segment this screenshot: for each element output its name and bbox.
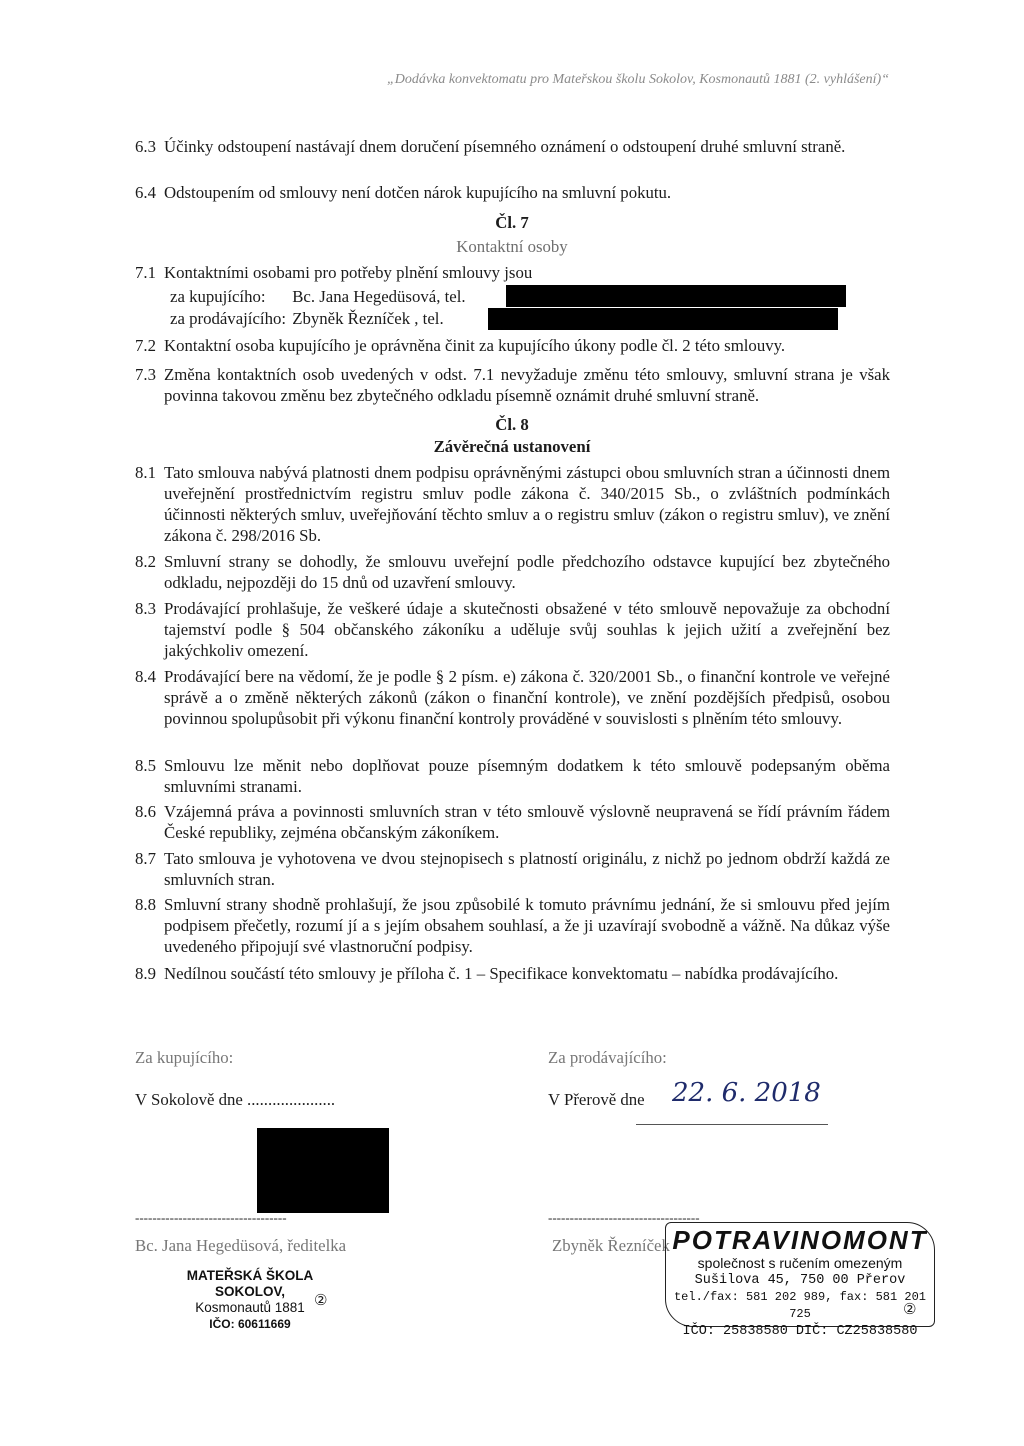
stamp-line: MATEŘSKÁ ŠKOLA bbox=[186, 1268, 314, 1283]
buyer-name: Bc. Jana Hegedüsová, ředitelka bbox=[135, 1236, 347, 1255]
paragraph-6-4 bbox=[135, 182, 890, 203]
stamp-line: Sušilova 45, 750 00 Přerov bbox=[694, 1273, 906, 1288]
paragraph-number: 8.1 bbox=[135, 463, 156, 482]
paragraph-number: 7.2 bbox=[135, 336, 156, 355]
stamp-line: tel./fax: 581 202 989, fax: 581 201 725 bbox=[673, 1290, 927, 1321]
contact-buyer bbox=[170, 286, 466, 307]
contact-person: Bc. Jana Hegedüsová, tel. bbox=[292, 287, 466, 306]
paragraph-number: 8.4 bbox=[135, 667, 156, 686]
paragraph-8-5 bbox=[135, 755, 890, 797]
stamp-line: IČO: 25838580 DIČ: CZ25838580 bbox=[682, 1324, 918, 1339]
paragraph-text: Smluvní strany se dohodly, že smlouvu uveřejní podle předchozího odstavce kupující bez zbytečného odkladu, nejpozději do 15 dnů od uzavření smlouvy. bbox=[164, 552, 890, 592]
paragraph-text: Tato smlouva je vyhotovena ve dvou stejnopisech s platností originálu, z nichž po jednom obdrží každá ze smluvních stran. bbox=[164, 849, 890, 889]
paragraph-8-2 bbox=[135, 551, 890, 593]
paragraph-text: Vzájemná práva a povinnosti smluvních stran v této smlouvě výslovně neupravená se řídí právním řádem České republiky, zejména občanským zákoníkem. bbox=[164, 802, 890, 842]
seller-dash-line: ----------------------------------- bbox=[548, 1210, 700, 1225]
paragraph-number: 8.3 bbox=[135, 599, 156, 618]
paragraph-8-1 bbox=[135, 462, 890, 546]
stamp-brand: POTRAVINOMONT bbox=[672, 1225, 928, 1255]
paragraph-number: 6.4 bbox=[135, 183, 156, 202]
paragraph-number: 6.3 bbox=[135, 137, 156, 156]
seller-date-handwritten: 22. 6. 2018 bbox=[672, 1078, 821, 1108]
paragraph-number: 8.7 bbox=[135, 849, 156, 868]
contact-seller bbox=[170, 308, 444, 329]
paragraph-7-2 bbox=[135, 335, 890, 356]
stamp-mark: ② bbox=[903, 1300, 917, 1318]
paragraph-text: Prodávající bere na vědomí, že je podle § 2 písm. e) zákona č. 320/2001 Sb., o finanční kontrole ve veřejné správě a o změně některých zákonů (zákon o finanční kontrole), ve znění pozdějších předpisů, osobou povinnou spolupůsobit při výkonu finanční kontroly prováděné v souvislosti s plněním této smlouvy. bbox=[164, 667, 890, 728]
contact-role: za prodávajícího: bbox=[170, 309, 287, 328]
paragraph-8-7 bbox=[135, 848, 890, 890]
article-8-number: Čl. 8 bbox=[495, 415, 529, 434]
paragraph-text: Tato smlouva nabývá platnosti dnem podpisu oprávněnými zástupci obou smluvních stran a účinnosti dnem uveřejnění prostřednictvím registru smluv podle zákona č. 340/2015 Sb., o zvláštních podmínkách účinnosti některých smluv, uveřejňování těchto smluv a o registru smluv (zákon o registru smluv), ve znění zákona č. 298/2016 Sb. bbox=[164, 463, 890, 545]
paragraph-8-3 bbox=[135, 598, 890, 661]
paragraph-8-4 bbox=[135, 666, 890, 729]
buyer-place-date: V Sokolově dne ..................... bbox=[135, 1090, 336, 1109]
document-header: „Dodávka konvektomatu pro Mateřskou školu Sokolov, Kosmonautů 1881 (2. vyhlášení)“ bbox=[387, 72, 889, 87]
paragraph-number: 8.8 bbox=[135, 895, 156, 914]
article-8-title: Závěrečná ustanovení bbox=[433, 437, 591, 456]
buyer-stamp bbox=[175, 1268, 328, 1332]
seller-stamp bbox=[665, 1222, 935, 1339]
paragraph-text: Smluvní strany shodně prohlašují, že jsou způsobilé k tomuto právnímu jednání, že si smlouvu před jejím podpisem přečetly, rozumí jí a s jejím obsahem souhlasí, a že ji uzavírají svobodně a vážně. Na důkaz výše uvedeného připojují své vlastnoruční podpisy. bbox=[164, 895, 890, 956]
paragraph-7-3 bbox=[135, 364, 890, 406]
paragraph-6-3 bbox=[135, 136, 890, 157]
paragraph-text: Smlouvu lze měnit nebo doplňovat pouze písemným dodatkem k této smlouvě podepsaným oběma smluvními stranami. bbox=[164, 756, 890, 796]
article-7-title: Kontaktní osoby bbox=[456, 237, 568, 256]
stamp-line: Kosmonautů 1881 bbox=[195, 1300, 305, 1315]
paragraph-number: 7.3 bbox=[135, 365, 156, 384]
paragraph-8-9 bbox=[135, 963, 890, 984]
paragraph-text: Odstoupením od smlouvy není dotčen nárok kupujícího na smluvní pokutu. bbox=[164, 183, 672, 202]
contact-role: za kupujícího: bbox=[170, 287, 266, 306]
seller-name: Zbyněk Řezníček bbox=[552, 1236, 670, 1255]
paragraph-8-6 bbox=[135, 801, 890, 843]
buyer-dash-line: ----------------------------------- bbox=[135, 1210, 287, 1225]
paragraph-text: Účinky odstoupení nastávají dnem doručení písemného oznámení o odstoupení druhé smluvní straně. bbox=[164, 137, 846, 156]
paragraph-text: Kontaktní osoba kupujícího je oprávněna činit za kupujícího úkony podle čl. 2 této smlouvy. bbox=[164, 336, 786, 355]
paragraph-number: 7.1 bbox=[135, 263, 156, 282]
paragraph-text: Kontaktními osobami pro potřeby plnění smlouvy jsou bbox=[164, 263, 533, 282]
redaction-signature bbox=[257, 1128, 389, 1213]
contact-person: Zbyněk Řezníček , tel. bbox=[292, 309, 444, 328]
paragraph-8-8 bbox=[135, 894, 890, 957]
seller-place: V Přerově dne bbox=[548, 1090, 645, 1109]
seller-label: Za prodávajícího: bbox=[548, 1048, 667, 1067]
redaction-bar bbox=[488, 308, 838, 330]
stamp-line: společnost s ručením omezeným bbox=[697, 1255, 903, 1271]
paragraph-number: 8.6 bbox=[135, 802, 156, 821]
stamp-line: SOKOLOV, bbox=[214, 1284, 286, 1299]
redaction-bar bbox=[506, 285, 846, 307]
stamp-mark: ② bbox=[314, 1291, 328, 1309]
paragraph-text: Změna kontaktních osob uvedených v odst. 7.1 nevyžaduje změnu této smlouvy, smluvní strana je však povinna takovou změnu bez zbytečného odkladu písemně oznámit druhé smluvní straně. bbox=[164, 365, 890, 405]
stamp-line: IČO: 60611669 bbox=[209, 1317, 291, 1331]
seller-signature-line bbox=[636, 1124, 828, 1125]
paragraph-number: 8.2 bbox=[135, 552, 156, 571]
paragraph-number: 8.5 bbox=[135, 756, 156, 775]
paragraph-text: Prodávající prohlašuje, že veškeré údaje a skutečnosti obsažené v této smlouvě nepovažuje za obchodní tajemství podle § 504 občanského zákoníku a uděluje svůj souhlas k jejich užití a zveřejnění bez jakýchkoliv omezení. bbox=[164, 599, 890, 660]
article-7-number: Čl. 7 bbox=[495, 213, 529, 232]
paragraph-text: Nedílnou součástí této smlouvy je příloha č. 1 – Specifikace konvektomatu – nabídka prodávajícího. bbox=[164, 964, 839, 983]
paragraph-7-1 bbox=[135, 262, 890, 283]
paragraph-number: 8.9 bbox=[135, 964, 156, 983]
buyer-label: Za kupujícího: bbox=[135, 1048, 234, 1067]
